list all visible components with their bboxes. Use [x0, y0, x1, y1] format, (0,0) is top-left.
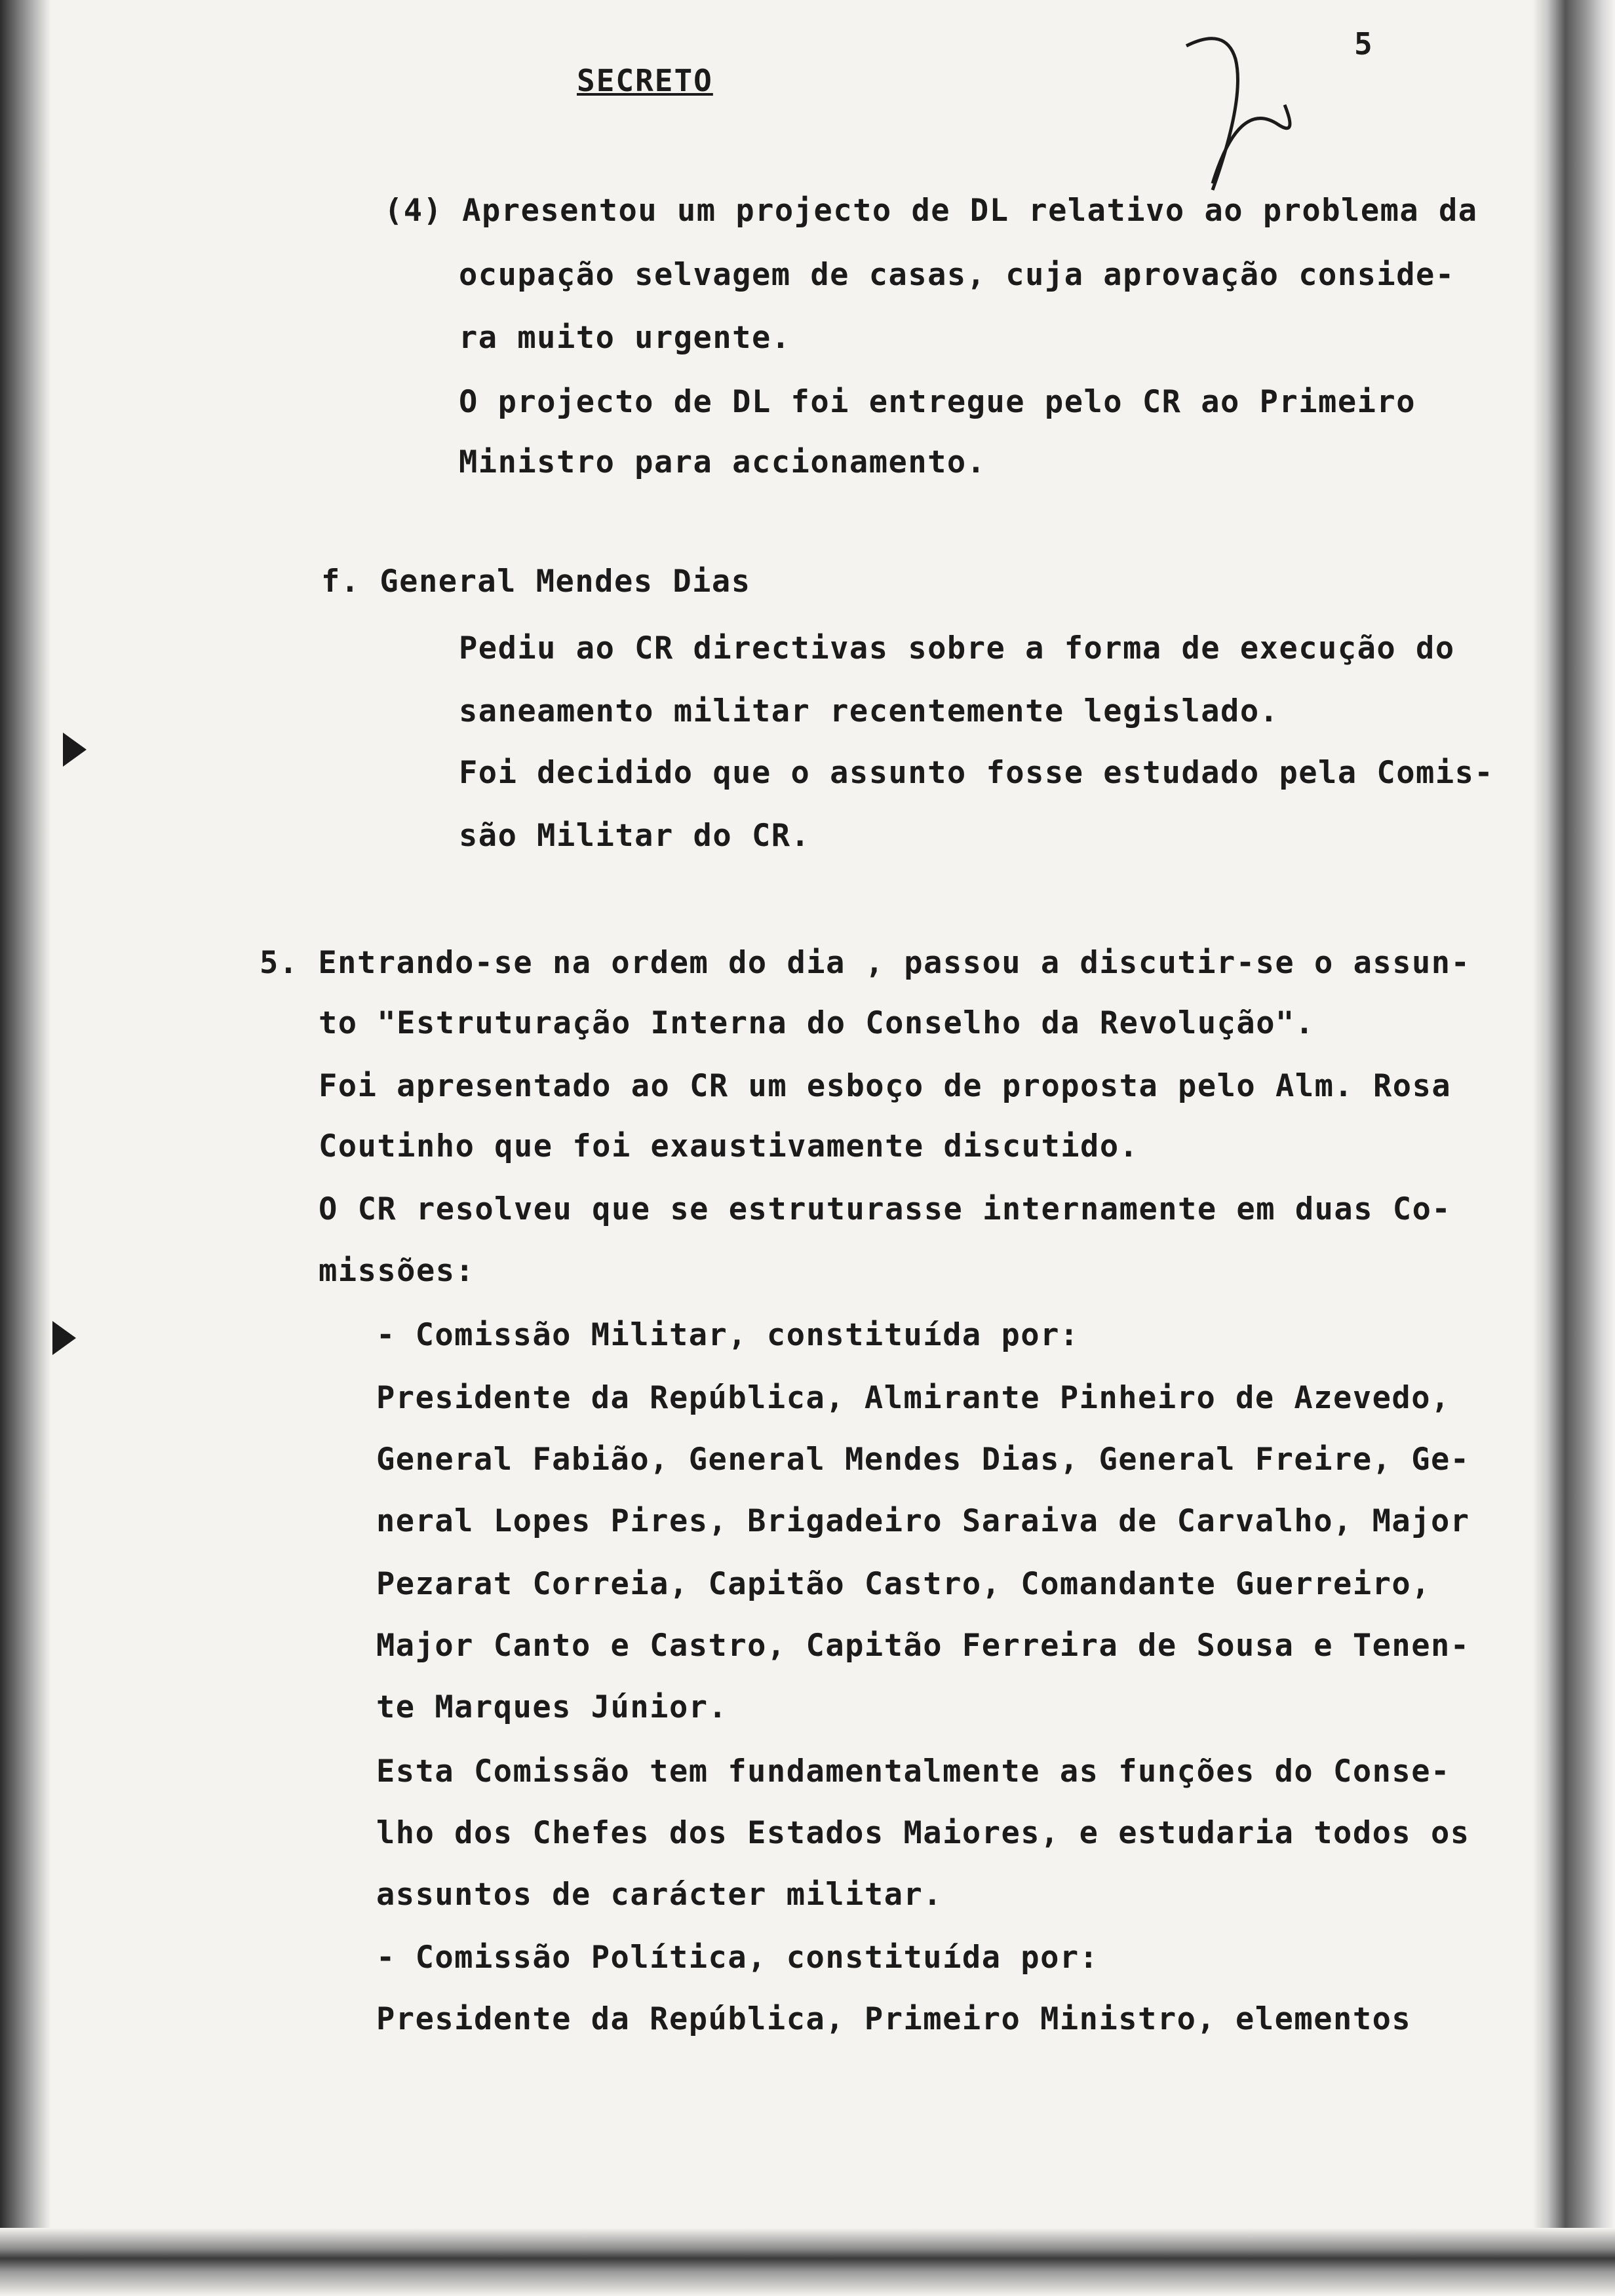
- text-line: ocupação selvagem de casas, cuja aprovação conside-: [459, 257, 1455, 293]
- text-line: ra muito urgente.: [459, 320, 791, 356]
- text-line: Ministro para accionamento.: [459, 444, 986, 480]
- scan-bottom-edge: [0, 2228, 1615, 2296]
- page-number: 5: [1354, 26, 1372, 62]
- text-line: O projecto de DL foi entregue pelo CR ao Primeiro: [459, 384, 1416, 420]
- text-line: Coutinho que foi exaustivamente discutido.: [319, 1128, 1139, 1164]
- text-line: missões:: [319, 1253, 475, 1289]
- section-heading: 5. Entrando-se na ordem do dia , passou a discutir-se o assun-: [260, 945, 1471, 981]
- scan-left-edge: [0, 0, 51, 2296]
- text-line: General Fabião, General Mendes Dias, General Freire, Ge-: [376, 1442, 1470, 1478]
- text-line: Presidente da República, Almirante Pinheiro de Azevedo,: [376, 1380, 1450, 1416]
- binder-hole-marker: [52, 1321, 76, 1355]
- section-heading: f. General Mendes Dias: [321, 564, 751, 600]
- text-line: O CR resolveu que se estruturasse internamente em duas Co-: [319, 1191, 1452, 1227]
- text-line: Major Canto e Castro, Capitão Ferreira de Sousa e Tenen-: [376, 1628, 1470, 1664]
- text-line: to "Estruturação Interna do Conselho da Revolução".: [319, 1005, 1315, 1041]
- binder-hole-marker: [63, 733, 87, 767]
- scan-right-edge: [1532, 0, 1615, 2296]
- text-line: Esta Comissão tem fundamentalmente as funções do Conse-: [376, 1753, 1450, 1789]
- text-line: Pezarat Correia, Capitão Castro, Comandante Guerreiro,: [376, 1566, 1431, 1602]
- text-line: lho dos Chefes dos Estados Maiores, e estudaria todos os: [376, 1815, 1470, 1851]
- text-line: são Militar do CR.: [459, 818, 811, 854]
- classification-header: SECRETO: [577, 63, 713, 98]
- text-line: (4) Apresentou um projecto de DL relativo ao problema da: [384, 193, 1478, 229]
- text-line: Foi apresentado ao CR um esboço de proposta pelo Alm. Rosa: [319, 1068, 1452, 1104]
- text-line: Foi decidido que o assunto fosse estudado pela Comis-: [459, 755, 1494, 791]
- text-line: saneamento militar recentemente legislado.: [459, 693, 1279, 729]
- handwritten-initials: [1173, 20, 1304, 216]
- text-line: assuntos de carácter militar.: [376, 1877, 943, 1913]
- list-item: - Comissão Militar, constituída por:: [376, 1317, 1080, 1353]
- text-line: Presidente da República, Primeiro Ministro, elementos: [376, 2001, 1412, 2037]
- list-item: - Comissão Política, constituída por:: [376, 1940, 1099, 1976]
- text-line: Pediu ao CR directivas sobre a forma de execução do: [459, 630, 1455, 666]
- text-line: neral Lopes Pires, Brigadeiro Saraiva de Carvalho, Major: [376, 1503, 1470, 1539]
- text-line: te Marques Júnior.: [376, 1689, 728, 1725]
